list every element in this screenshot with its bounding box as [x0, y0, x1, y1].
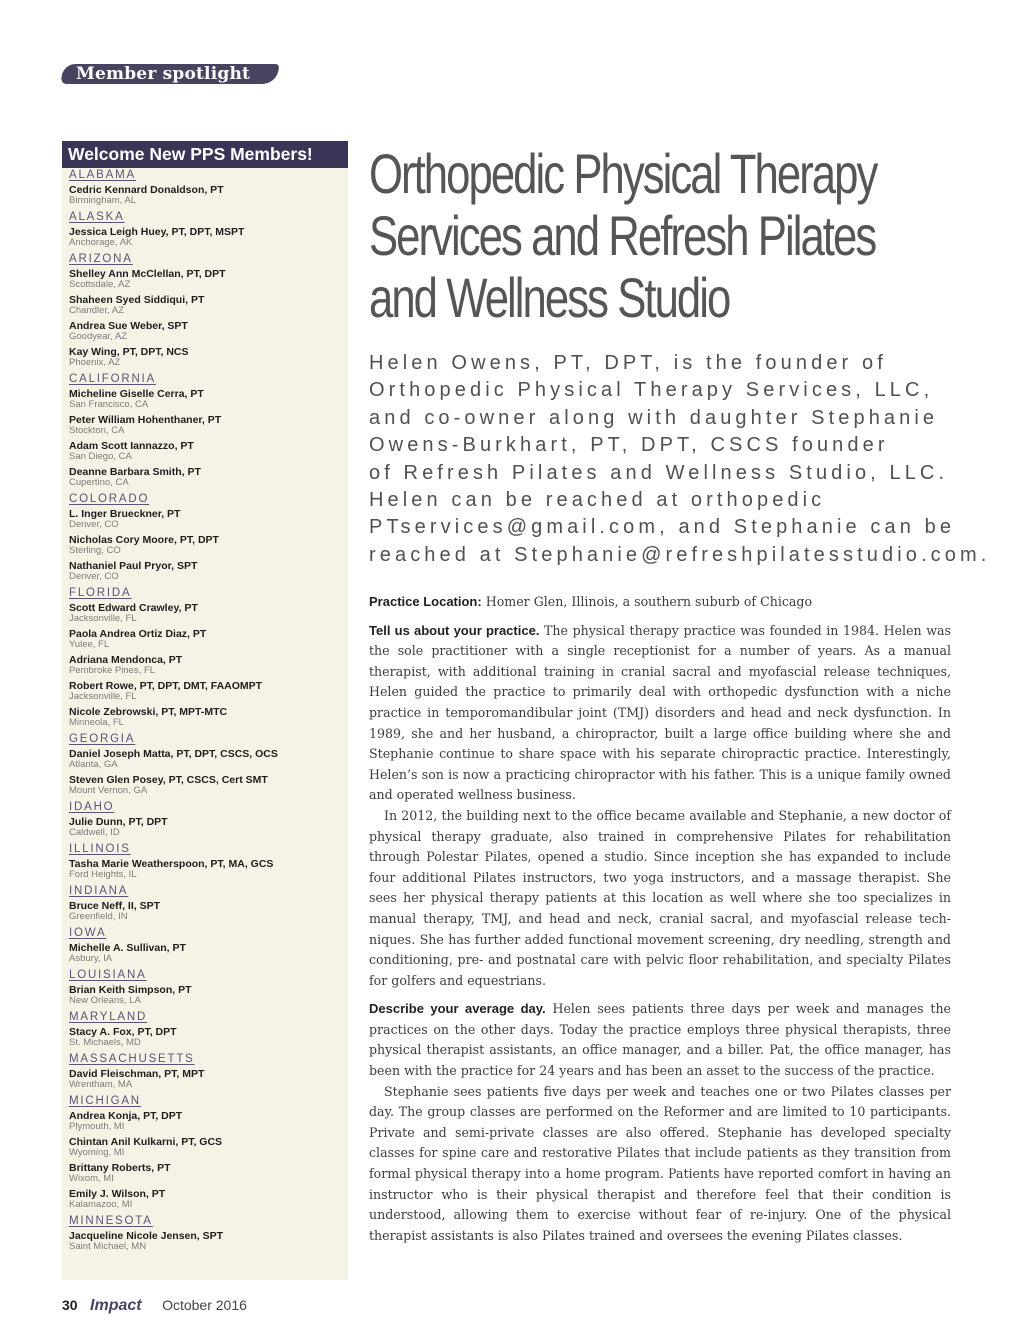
member-location: Atlanta, GA: [69, 759, 118, 770]
average-day-text: Helen sees patients three days per week and manages the practices on the other days. Today the practice employs three physical therapists, three physical therapist assistants, an office manager, and a biller. Pat, the office manager, has been with the practice for 24 years and has been an asset to the success of the practice.: [369, 1001, 952, 1079]
member-name: Brittany Roberts, PT: [69, 1162, 171, 1174]
section-tag-label: Member spotlight: [76, 64, 251, 84]
member-location: San Diego, CA: [69, 451, 132, 462]
practice-location-lead: Practice Location:: [369, 594, 482, 609]
member-name: Stacy A. Fox, PT, DPT: [69, 1026, 177, 1038]
member-location: Yulee, FL: [69, 639, 110, 650]
title-line: Orthopedic Physical Therapy: [369, 142, 877, 205]
member-entry: [69, 294, 348, 316]
member-entry: [69, 184, 348, 206]
state-heading: ALABAMA: [69, 169, 136, 181]
member-list: [62, 168, 348, 1252]
member-location: Wixom, MI: [69, 1173, 114, 1184]
member-name: Emily J. Wilson, PT: [69, 1188, 166, 1200]
state-heading: IOWA: [69, 927, 107, 939]
member-entry: [69, 1026, 348, 1048]
member-name: Kay Wing, PT, DPT, NCS: [69, 346, 189, 358]
title-line: and Wellness Studio: [369, 266, 730, 329]
member-entry: [69, 346, 348, 368]
sidebar-title: Welcome New PPS Members!: [62, 141, 348, 168]
member-location: Plymouth, MI: [69, 1121, 125, 1132]
member-location: New Orleans, LA: [69, 995, 141, 1006]
member-name: Jessica Leigh Huey, PT, DPT, MSPT: [69, 226, 245, 238]
member-entry: [69, 534, 348, 556]
member-location: San Francisco, CA: [69, 399, 149, 410]
member-name: Scott Edward Crawley, PT: [69, 602, 198, 614]
practice-paragraph: [369, 621, 951, 806]
state-heading: MINNESOTA: [69, 1215, 153, 1227]
state-heading: INDIANA: [69, 885, 129, 897]
member-entry: [69, 388, 348, 410]
member-location: Jacksonville, FL: [69, 613, 137, 624]
member-entry: [69, 440, 348, 462]
practice-location-paragraph: [369, 592, 951, 613]
member-entry: [69, 816, 348, 838]
article-body: [369, 592, 951, 1246]
member-location: Jacksonville, FL: [69, 691, 137, 702]
member-name: Julie Dunn, PT, DPT: [69, 816, 168, 828]
intro-line: Orthopedic Physical Therapy Services, LLC,: [369, 379, 934, 402]
page-number: 30: [62, 1297, 78, 1313]
average-day-lead: Describe your average day.: [369, 1001, 546, 1017]
member-name: Steven Glen Posey, PT, CSCS, Cert SMT: [69, 774, 268, 786]
intro-line: PTservices@gmail.com, and Stephanie can be: [369, 516, 956, 539]
state-heading: FLORIDA: [69, 587, 132, 599]
article-title: [369, 142, 877, 329]
practice-paragraph-2: In 2012, the building next to the office became available and Stephanie, a new doctor of physical therapy graduate, also trained in comprehensive Pilates for rehabilitation through Polestar Pilates, opened a studio. Since inception she has expanded to include four additional Pilates instructors, two yoga instructors, and a massage therapist. She sees her physical therapy patients at this location as well where she too specializes in manual therapy, TMJ, and head and neck, cranial sacral, and myofascial release techniques. She has further added functional movement screening, dry needling, strength and conditioning, pre- and postnatal care with pelvic floor rehabilitation, and specialty Pilates for golfers and equestrians.: [369, 807, 951, 988]
member-entry: [69, 680, 348, 702]
member-location: St. Michaels, MD: [69, 1037, 141, 1048]
average-day-paragraph: [369, 999, 951, 1081]
member-location: Scottsdale, AZ: [69, 279, 131, 290]
member-name: L. Inger Brueckner, PT: [69, 508, 181, 520]
member-name: Jacqueline Nicole Jensen, SPT: [69, 1230, 224, 1242]
member-location: Goodyear, AZ: [69, 331, 128, 342]
member-entry: [69, 654, 348, 676]
title-line: Services and Refresh Pilates: [369, 204, 876, 267]
member-location: Caldwell, ID: [69, 827, 120, 838]
member-entry: [69, 748, 348, 770]
member-name: Andrea Konja, PT, DPT: [69, 1110, 183, 1122]
member-name: Micheline Giselle Cerra, PT: [69, 388, 204, 400]
member-name: David Fleischman, PT, MPT: [69, 1068, 205, 1080]
member-location: Anchorage, AK: [69, 237, 133, 248]
member-location: Saint Michael, MN: [69, 1241, 147, 1252]
magazine-name: Impact: [90, 1297, 142, 1314]
intro-line: Helen can be reached at orthopedic: [369, 488, 826, 511]
member-entry: [69, 1188, 348, 1210]
member-location: Ford Heights, IL: [69, 869, 137, 880]
member-location: Wyoming, MI: [69, 1147, 125, 1158]
member-entry: [69, 984, 348, 1006]
member-location: Denver, CO: [69, 571, 119, 582]
page-footer: [62, 1294, 247, 1316]
member-entry: [69, 508, 348, 530]
practice-text: The physical therapy practice was founded in 1984. Helen was the sole practitioner with a single receptionist for a number of years. As a manual therapist, with additional training in cranial sacral and myofascial release techniques, Helen guided the practice to primarily deal with orthopedic dysfunction with a niche practice in temporomandibular joint (TMJ) disorders and head and neck dysfunction. In 1989, she and her husband, a chiropractor, built a large office building where she and Stephanie continue to share space with his separate chiropractic practice. Interestingly, Helen’s son is now a practicing chiropractor with his father. This is a unique family owned and operated wellness business.: [369, 622, 951, 803]
member-location: Phoenix, AZ: [69, 357, 121, 368]
member-location: Birmingham, AL: [69, 195, 137, 206]
member-name: Andrea Sue Weber, SPT: [69, 320, 188, 332]
member-entry: [69, 602, 348, 624]
section-tag: [62, 62, 278, 86]
member-location: Pembroke Pines, FL: [69, 665, 156, 676]
member-entry: [69, 900, 348, 922]
member-entry: [69, 320, 348, 342]
new-members-sidebar: [62, 141, 348, 1280]
member-location: Asbury, IA: [69, 953, 113, 964]
member-entry: [69, 560, 348, 582]
member-name: Nathaniel Paul Pryor, SPT: [69, 560, 198, 572]
state-heading: COLORADO: [69, 493, 150, 505]
member-entry: [69, 1230, 348, 1252]
member-name: Nicholas Cory Moore, PT, DPT: [69, 534, 219, 546]
member-name: Nicole Zebrowski, PT, MPT-MTC: [69, 706, 228, 718]
member-location: Minneola, FL: [69, 717, 124, 728]
member-entry: [69, 774, 348, 796]
member-name: Tasha Marie Weatherspoon, PT, MA, GCS: [69, 858, 274, 870]
member-name: Deanne Barbara Smith, PT: [69, 466, 201, 478]
state-heading: CALIFORNIA: [69, 373, 157, 385]
state-heading: GEORGIA: [69, 733, 136, 745]
member-name: Daniel Joseph Matta, PT, DPT, CSCS, OCS: [69, 748, 278, 760]
state-heading: MICHIGAN: [69, 1095, 141, 1107]
member-entry: [69, 414, 348, 436]
intro-line: and co-owner along with daughter Stephanie: [369, 406, 939, 429]
member-name: Adam Scott Iannazzo, PT: [69, 440, 194, 452]
member-entry: [69, 628, 348, 650]
member-name: Shaheen Syed Siddiqui, PT: [69, 294, 205, 306]
member-location: Greenfield, IN: [69, 911, 128, 922]
member-entry: [69, 226, 348, 248]
practice-lead: Tell us about your practice.: [369, 622, 540, 638]
member-name: Michelle A. Sullivan, PT: [69, 942, 186, 954]
member-entry: [69, 858, 348, 880]
member-name: Brian Keith Simpson, PT: [69, 984, 192, 996]
average-day-paragraph-2: Stephanie sees patients five days per week and teaches one or two Pilates classes per day. The group classes are performed on the Reformer and are limited to 10 participants. Private and semi-private classes are also offered. Stephanie has developed specialty classes for spine care and restorative Pilates that include patients as they transition from formal physical therapy into a home program. Patients have reported comfort in having an instructor who is their physical therapist and therefore feel that their condition is understood, allowing them to exercise without fear of re-injury. One of the physical therapist assistants is also Pilates trained and oversees the evening Pilates classes.: [369, 1083, 951, 1243]
member-entry: [69, 1110, 348, 1132]
member-entry: [69, 268, 348, 290]
article-intro: [369, 350, 991, 569]
member-name: Chintan Anil Kulkarni, PT, GCS: [69, 1136, 223, 1148]
member-location: Kalamazoo, MI: [69, 1199, 133, 1210]
member-entry: [69, 466, 348, 488]
state-heading: MASSACHUSETTS: [69, 1053, 195, 1065]
member-entry: [69, 1068, 348, 1090]
state-heading: MARYLAND: [69, 1011, 148, 1023]
member-location: Chandler, AZ: [69, 305, 124, 316]
member-location: Denver, CO: [69, 519, 119, 530]
intro-line: reached at Stephanie@refreshpilatesstudio.com.: [369, 543, 991, 566]
issue-date: October 2016: [162, 1297, 247, 1313]
intro-line: Owens-Burkhart, PT, DPT, CSCS founder: [369, 434, 889, 457]
practice-location-text: Homer Glen, Illinois, a southern suburb of Chicago: [481, 594, 813, 609]
member-name: Bruce Neff, II, SPT: [69, 900, 161, 912]
member-name: Robert Rowe, PT, DPT, DMT, FAAOMPT: [69, 680, 263, 692]
member-name: Peter William Hohenthaner, PT: [69, 414, 222, 426]
member-name: Shelley Ann McClellan, PT, DPT: [69, 268, 226, 280]
member-name: Adriana Mendonca, PT: [69, 654, 183, 666]
member-entry: [69, 1162, 348, 1184]
member-location: Mount Vernon, GA: [69, 785, 148, 796]
member-location: Sterling, CO: [69, 545, 121, 556]
state-heading: ARIZONA: [69, 253, 133, 265]
member-location: Wrentham, MA: [69, 1079, 133, 1090]
member-entry: [69, 942, 348, 964]
state-heading: IDAHO: [69, 801, 115, 813]
member-location: Cupertino, CA: [69, 477, 129, 488]
state-heading: ILLINOIS: [69, 843, 131, 855]
state-heading: ALASKA: [69, 211, 125, 223]
member-entry: [69, 1136, 348, 1158]
member-location: Stockton, CA: [69, 425, 125, 436]
state-heading: LOUISIANA: [69, 969, 147, 981]
member-name: Cedric Kennard Donaldson, PT: [69, 184, 224, 196]
member-entry: [69, 706, 348, 728]
intro-line: Helen Owens, PT, DPT, is the founder of: [369, 352, 887, 374]
member-name: Paola Andrea Ortiz Diaz, PT: [69, 628, 207, 640]
intro-line: of Refresh Pilates and Wellness Studio, LLC.: [369, 461, 949, 484]
